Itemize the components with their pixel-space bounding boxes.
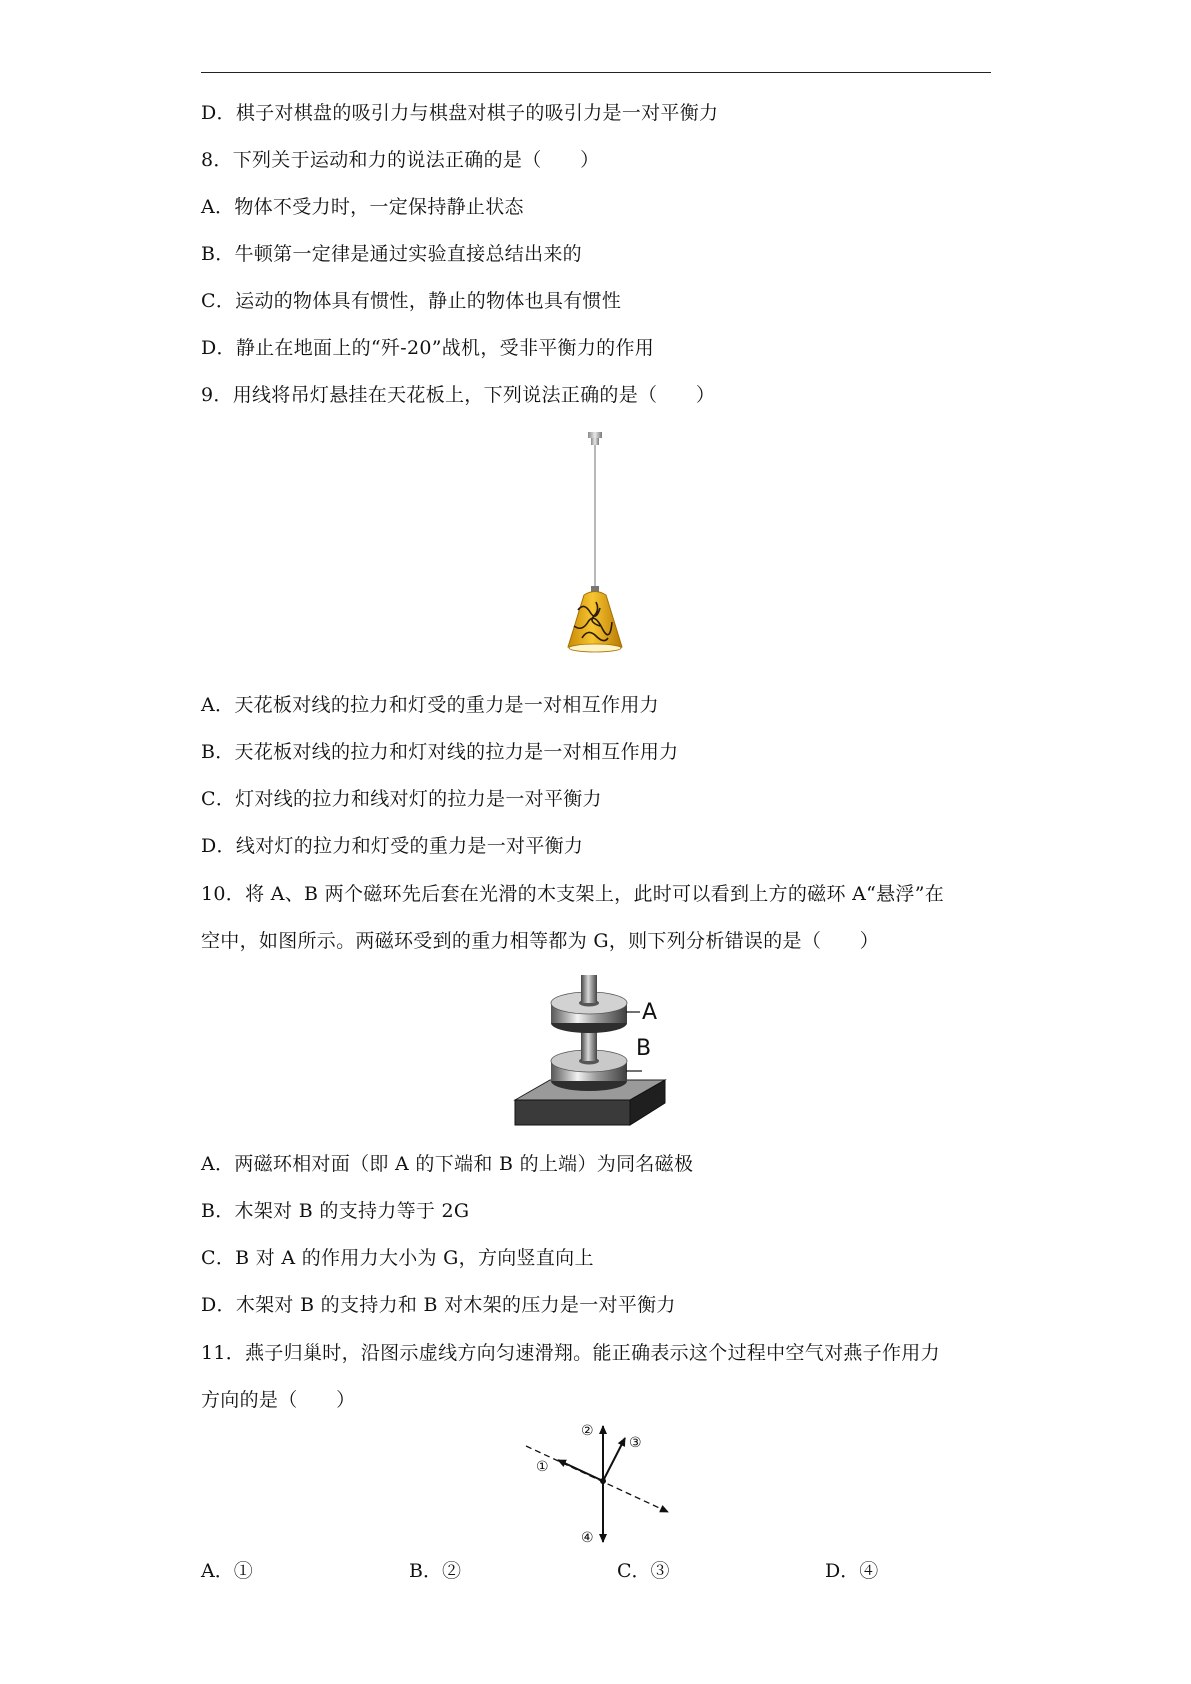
q10-option-b: B．木架对 B 的支持力等于 2G (201, 1200, 470, 1222)
q10-stem-line2: 空中，如图所示。两磁环受到的重力相等都为 G，则下列分析错误的是（ ） (201, 930, 880, 952)
arrow-label-1: ① (536, 1459, 549, 1475)
q10-stem-line1: 10．将 A、B 两个磁环先后套在光滑的木支架上，此时可以看到上方的磁环 A“悬浮”在 (201, 883, 945, 905)
q9-stem: 9．用线将吊灯悬挂在天花板上，下列说法正确的是（ ） (201, 384, 716, 406)
q9-option-b: B．天花板对线的拉力和灯对线的拉力是一对相互作用力 (201, 741, 679, 763)
q11-option-c: C．③ (617, 1560, 670, 1582)
q11-option-a: A．① (201, 1560, 253, 1582)
q8-option-c: C．运动的物体具有惯性，静止的物体也具有惯性 (201, 290, 622, 312)
q8-option-b: B．牛顿第一定律是通过实验直接总结出来的 (201, 243, 582, 265)
magnetic-rings-figure (505, 975, 680, 1130)
arrow-label-3: ③ (629, 1435, 642, 1451)
force-direction-figure (520, 1420, 680, 1550)
ring-b-label: B (636, 1036, 652, 1061)
arrow-label-2: ② (581, 1423, 594, 1439)
q8-option-a: A．物体不受力时，一定保持静止状态 (201, 196, 524, 218)
q10-option-c: C．B 对 A 的作用力大小为 G，方向竖直向上 (201, 1247, 594, 1269)
q10-option-d: D．木架对 B 的支持力和 B 对木架的压力是一对平衡力 (201, 1294, 676, 1316)
q11-stem-line1: 11．燕子归巢时，沿图示虚线方向匀速滑翔。能正确表示这个过程中空气对燕子作用力 (201, 1342, 940, 1364)
q10-option-a: A．两磁环相对面（即 A 的下端和 B 的上端）为同名磁极 (201, 1153, 694, 1175)
ring-a-label: A (642, 1000, 658, 1025)
q9-option-a: A．天花板对线的拉力和灯受的重力是一对相互作用力 (201, 694, 659, 716)
q9-option-c: C．灯对线的拉力和线对灯的拉力是一对平衡力 (201, 788, 602, 810)
pendant-lamp-figure (560, 430, 630, 655)
q8-option-d: D．静止在地面上的“歼-20”战机，受非平衡力的作用 (201, 337, 655, 359)
q11-option-d: D．④ (825, 1560, 879, 1582)
arrow-label-4: ④ (581, 1530, 594, 1546)
q11-option-b: B．② (409, 1560, 461, 1582)
header-rule (201, 72, 991, 73)
q11-stem-line2: 方向的是（ ） (201, 1389, 356, 1411)
q7-option-d: D．棋子对棋盘的吸引力与棋盘对棋子的吸引力是一对平衡力 (201, 102, 719, 124)
q9-option-d: D．线对灯的拉力和灯受的重力是一对平衡力 (201, 835, 584, 857)
q8-stem: 8．下列关于运动和力的说法正确的是（ ） (201, 149, 600, 171)
